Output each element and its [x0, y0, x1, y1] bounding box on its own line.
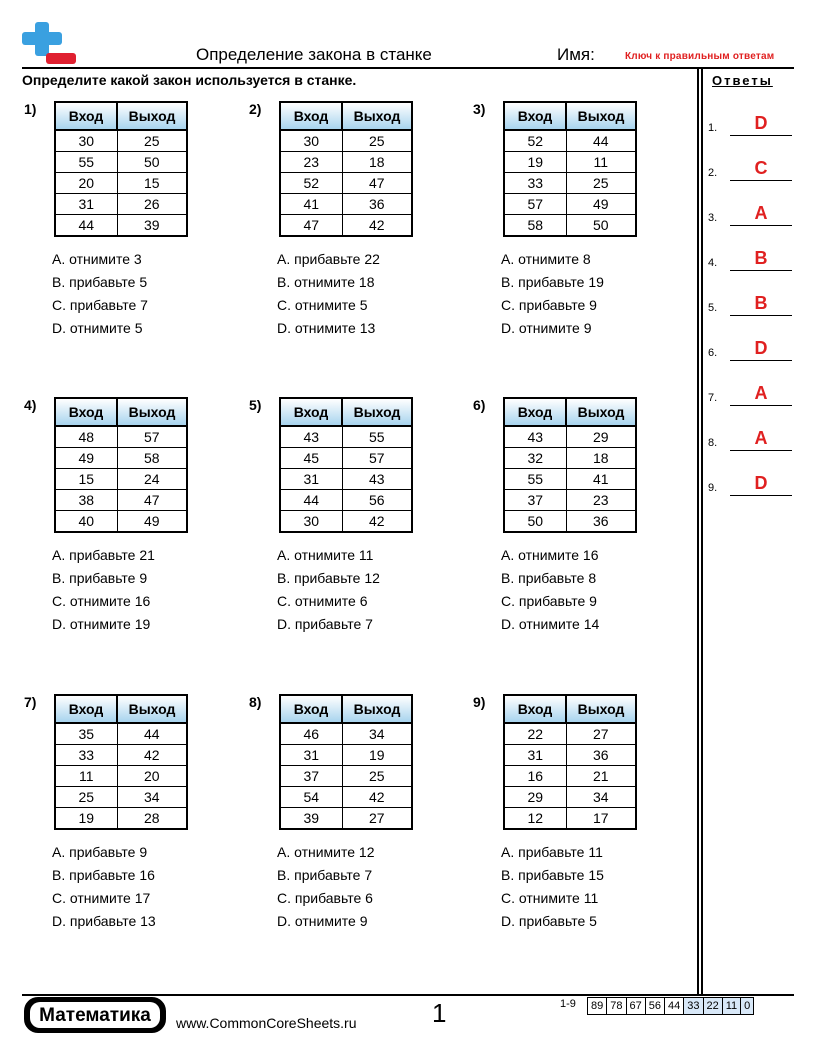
input-cell: 37	[280, 766, 342, 787]
answer-options	[277, 248, 380, 340]
table-row	[504, 787, 636, 808]
table-row	[55, 745, 187, 766]
output-cell: 50	[117, 152, 187, 173]
input-cell: 25	[55, 787, 117, 808]
output-cell: 36	[566, 745, 636, 766]
answer-row	[708, 466, 794, 496]
output-header: Выход	[117, 695, 187, 723]
answer-row	[708, 151, 794, 181]
answer-value: A	[754, 383, 768, 403]
table-row	[504, 130, 636, 152]
output-cell: 57	[117, 426, 187, 448]
output-cell: 36	[342, 194, 412, 215]
option-item: D. отнимите 13	[277, 320, 376, 336]
input-header: Вход	[55, 398, 117, 426]
option-item: A. отнимите 12	[277, 844, 375, 860]
output-cell: 17	[566, 808, 636, 830]
input-cell: 19	[55, 808, 117, 830]
table-row	[504, 426, 636, 448]
input-cell: 30	[280, 511, 342, 533]
table-row	[504, 490, 636, 511]
answer-options	[501, 248, 604, 340]
function-table	[279, 101, 413, 237]
answer-line	[730, 450, 792, 451]
output-cell: 42	[117, 745, 187, 766]
answer-value: D	[754, 473, 768, 493]
input-header: Вход	[55, 695, 117, 723]
input-cell: 47	[280, 215, 342, 237]
input-cell: 31	[504, 745, 566, 766]
option-item: A. прибавьте 21	[52, 547, 155, 563]
option-item: D. отнимите 14	[501, 616, 600, 632]
table-row	[55, 766, 187, 787]
input-cell: 22	[504, 723, 566, 745]
answer-row	[708, 331, 794, 361]
output-cell: 25	[566, 173, 636, 194]
answer-number: 1.	[708, 122, 718, 134]
option-item: C. отнимите 16	[52, 593, 151, 609]
output-cell: 39	[117, 215, 187, 237]
problem-number: 6)	[473, 397, 486, 413]
input-cell: 20	[55, 173, 117, 194]
output-header: Выход	[342, 398, 412, 426]
function-table	[503, 101, 637, 237]
input-cell: 23	[280, 152, 342, 173]
score-table	[587, 997, 754, 1015]
output-cell: 43	[342, 469, 412, 490]
input-cell: 48	[55, 426, 117, 448]
input-cell: 46	[280, 723, 342, 745]
output-cell: 25	[117, 130, 187, 152]
score-cell: 33	[684, 998, 703, 1015]
output-cell: 11	[566, 152, 636, 173]
input-cell: 57	[504, 194, 566, 215]
input-cell: 31	[55, 194, 117, 215]
option-item: A. отнимите 16	[501, 547, 599, 563]
input-header: Вход	[504, 695, 566, 723]
problem-number: 2)	[249, 101, 262, 117]
table-row	[55, 469, 187, 490]
option-item: B. отнимите 18	[277, 274, 375, 290]
table-row	[55, 194, 187, 215]
table-row	[504, 194, 636, 215]
answer-line	[730, 405, 792, 406]
input-cell: 39	[280, 808, 342, 830]
instructions: Определите какой закон используется в станке.	[22, 72, 357, 88]
input-cell: 54	[280, 787, 342, 808]
input-cell: 55	[55, 152, 117, 173]
table-row	[280, 723, 412, 745]
input-cell: 33	[504, 173, 566, 194]
option-item: C. прибавьте 9	[501, 593, 597, 609]
output-cell: 18	[566, 448, 636, 469]
input-cell: 43	[280, 426, 342, 448]
answer-line	[730, 180, 792, 181]
option-item: D. прибавьте 5	[501, 913, 597, 929]
option-item: B. прибавьте 9	[52, 570, 148, 586]
output-cell: 42	[342, 215, 412, 237]
option-item: A. прибавьте 22	[277, 251, 380, 267]
answer-value: A	[754, 203, 768, 223]
answer-row	[708, 196, 794, 226]
problem-number: 4)	[24, 397, 37, 413]
output-cell: 18	[342, 152, 412, 173]
input-cell: 37	[504, 490, 566, 511]
input-cell: 35	[55, 723, 117, 745]
output-cell: 27	[342, 808, 412, 830]
score-cell: 67	[626, 998, 645, 1015]
input-header: Вход	[504, 398, 566, 426]
site-url: www.CommonCoreSheets.ru	[176, 1015, 357, 1031]
option-item: C. прибавьте 6	[277, 890, 373, 906]
input-cell: 19	[504, 152, 566, 173]
input-cell: 31	[280, 745, 342, 766]
input-header: Вход	[280, 695, 342, 723]
output-cell: 25	[342, 130, 412, 152]
answer-line	[730, 270, 792, 271]
answer-options	[277, 841, 375, 933]
answer-options	[277, 544, 380, 636]
problem-number: 1)	[24, 101, 37, 117]
input-cell: 16	[504, 766, 566, 787]
header-divider	[22, 67, 794, 69]
problem-number: 8)	[249, 694, 262, 710]
output-cell: 55	[342, 426, 412, 448]
option-item: C. отнимите 5	[277, 297, 368, 313]
problem-number: 9)	[473, 694, 486, 710]
input-cell: 40	[55, 511, 117, 533]
table-row	[55, 215, 187, 237]
output-cell: 25	[342, 766, 412, 787]
answer-column-divider	[701, 69, 703, 994]
output-header: Выход	[566, 102, 636, 130]
footer-divider	[22, 994, 794, 996]
table-row	[504, 766, 636, 787]
answer-line	[730, 360, 792, 361]
output-cell: 36	[566, 511, 636, 533]
option-item: C. отнимите 6	[277, 593, 368, 609]
table-row	[504, 215, 636, 237]
output-cell: 44	[117, 723, 187, 745]
output-header: Выход	[566, 398, 636, 426]
input-cell: 33	[55, 745, 117, 766]
output-cell: 24	[117, 469, 187, 490]
brand-label: Математика	[30, 1002, 160, 1028]
input-cell: 44	[280, 490, 342, 511]
input-header: Вход	[280, 398, 342, 426]
output-header: Выход	[342, 102, 412, 130]
input-cell: 12	[504, 808, 566, 830]
option-item: C. отнимите 11	[501, 890, 599, 906]
table-row	[55, 130, 187, 152]
output-cell: 44	[566, 130, 636, 152]
function-table	[279, 694, 413, 830]
option-item: D. отнимите 9	[501, 320, 592, 336]
table-row	[504, 152, 636, 173]
answer-value: C	[754, 158, 768, 178]
table-row	[55, 511, 187, 533]
answer-row	[708, 421, 794, 451]
option-item: A. отнимите 8	[501, 251, 591, 267]
option-item: D. прибавьте 7	[277, 616, 373, 632]
score-cell: 78	[607, 998, 626, 1015]
table-row	[280, 766, 412, 787]
table-row	[55, 787, 187, 808]
answer-number: 5.	[708, 302, 718, 314]
input-cell: 30	[55, 130, 117, 152]
output-cell: 26	[117, 194, 187, 215]
output-cell: 27	[566, 723, 636, 745]
answer-value: A	[754, 428, 768, 448]
output-cell: 34	[117, 787, 187, 808]
answer-number: 2.	[708, 167, 718, 179]
function-table	[54, 101, 188, 237]
answer-row	[708, 286, 794, 316]
option-item: D. отнимите 5	[52, 320, 143, 336]
option-item: B. прибавьте 19	[501, 274, 604, 290]
output-cell: 34	[566, 787, 636, 808]
input-cell: 52	[280, 173, 342, 194]
function-table	[54, 397, 188, 533]
input-cell: 29	[504, 787, 566, 808]
answer-number: 8.	[708, 437, 718, 449]
input-cell: 41	[280, 194, 342, 215]
output-cell: 56	[342, 490, 412, 511]
table-row	[280, 194, 412, 215]
option-item: B. прибавьте 15	[501, 867, 604, 883]
score-cell: 56	[645, 998, 664, 1015]
option-item: B. прибавьте 5	[52, 274, 148, 290]
input-header: Вход	[504, 102, 566, 130]
answer-options	[52, 544, 155, 636]
function-table	[503, 694, 637, 830]
input-cell: 58	[504, 215, 566, 237]
table-row	[55, 808, 187, 830]
answer-line	[730, 315, 792, 316]
output-cell: 49	[117, 511, 187, 533]
answer-number: 7.	[708, 392, 718, 404]
answer-line	[730, 225, 792, 226]
output-header: Выход	[342, 695, 412, 723]
answer-value: B	[754, 293, 768, 313]
answer-column-divider	[697, 69, 699, 994]
problem-number: 7)	[24, 694, 37, 710]
table-row	[280, 448, 412, 469]
table-row	[280, 152, 412, 173]
option-item: D. отнимите 19	[52, 616, 151, 632]
option-item: A. отнимите 11	[277, 547, 374, 563]
answer-value: B	[754, 248, 768, 268]
output-cell: 47	[117, 490, 187, 511]
output-header: Выход	[117, 398, 187, 426]
answer-options	[52, 841, 156, 933]
score-cell: 89	[588, 998, 607, 1015]
input-cell: 30	[280, 130, 342, 152]
answer-number: 9.	[708, 482, 718, 494]
output-cell: 21	[566, 766, 636, 787]
answer-line	[730, 135, 792, 136]
table-row	[504, 448, 636, 469]
input-cell: 32	[504, 448, 566, 469]
name-label: Имя:	[557, 45, 595, 64]
table-row	[55, 426, 187, 448]
table-row	[280, 215, 412, 237]
output-cell: 19	[342, 745, 412, 766]
answer-line	[730, 495, 792, 496]
function-table	[54, 694, 188, 830]
option-item: B. прибавьте 8	[501, 570, 597, 586]
plus-minus-logo-icon	[22, 22, 78, 66]
table-row	[55, 490, 187, 511]
table-row	[55, 152, 187, 173]
output-cell: 47	[342, 173, 412, 194]
function-table	[279, 397, 413, 533]
output-cell: 34	[342, 723, 412, 745]
option-item: B. прибавьте 16	[52, 867, 155, 883]
score-cell: 0	[741, 998, 754, 1015]
option-item: C. прибавьте 7	[52, 297, 148, 313]
output-cell: 41	[566, 469, 636, 490]
table-row	[280, 426, 412, 448]
option-item: C. отнимите 17	[52, 890, 151, 906]
table-row	[504, 745, 636, 766]
output-cell: 57	[342, 448, 412, 469]
table-row	[504, 808, 636, 830]
input-header: Вход	[280, 102, 342, 130]
table-row	[280, 787, 412, 808]
score-cell: 11	[722, 998, 740, 1015]
input-cell: 44	[55, 215, 117, 237]
score-cell: 22	[703, 998, 722, 1015]
output-cell: 42	[342, 511, 412, 533]
table-row	[280, 808, 412, 830]
answer-number: 6.	[708, 347, 718, 359]
option-item: D. прибавьте 13	[52, 913, 156, 929]
answer-row	[708, 376, 794, 406]
table-row	[280, 745, 412, 766]
table-row	[280, 490, 412, 511]
page-number: 1	[432, 998, 447, 1028]
input-cell: 38	[55, 490, 117, 511]
answer-options	[501, 544, 599, 636]
option-item: D. отнимите 9	[277, 913, 368, 929]
output-cell: 49	[566, 194, 636, 215]
table-row	[55, 723, 187, 745]
table-row	[55, 448, 187, 469]
table-row	[504, 511, 636, 533]
brand-badge	[24, 997, 166, 1033]
output-cell: 50	[566, 215, 636, 237]
function-table	[503, 397, 637, 533]
output-cell: 29	[566, 426, 636, 448]
table-row	[280, 173, 412, 194]
table-row	[504, 173, 636, 194]
table-row	[55, 173, 187, 194]
input-cell: 52	[504, 130, 566, 152]
output-cell: 28	[117, 808, 187, 830]
input-cell: 43	[504, 426, 566, 448]
table-row	[280, 469, 412, 490]
output-cell: 15	[117, 173, 187, 194]
table-row	[504, 469, 636, 490]
page-title: Определение закона в станке	[196, 45, 432, 64]
output-header: Выход	[566, 695, 636, 723]
answer-number: 4.	[708, 257, 718, 269]
problem-number: 5)	[249, 397, 262, 413]
answer-options	[52, 248, 148, 340]
input-cell: 15	[55, 469, 117, 490]
answers-title: Ответы	[712, 73, 773, 88]
answer-key-label: Ключ к правильным ответам	[625, 51, 775, 62]
answer-number: 3.	[708, 212, 718, 224]
option-item: A. прибавьте 9	[52, 844, 148, 860]
output-cell: 20	[117, 766, 187, 787]
problem-number: 3)	[473, 101, 486, 117]
output-header: Выход	[117, 102, 187, 130]
table-row	[504, 723, 636, 745]
input-cell: 49	[55, 448, 117, 469]
answer-value: D	[754, 113, 768, 133]
option-item: C. прибавьте 9	[501, 297, 597, 313]
score-cell: 44	[665, 998, 684, 1015]
option-item: B. прибавьте 12	[277, 570, 380, 586]
option-item: A. отнимите 3	[52, 251, 142, 267]
table-row	[280, 511, 412, 533]
answer-row	[708, 106, 794, 136]
score-range: 1-9	[560, 998, 576, 1010]
option-item: B. прибавьте 7	[277, 867, 373, 883]
input-cell: 50	[504, 511, 566, 533]
input-cell: 55	[504, 469, 566, 490]
input-cell: 11	[55, 766, 117, 787]
output-cell: 23	[566, 490, 636, 511]
input-cell: 45	[280, 448, 342, 469]
table-row	[280, 130, 412, 152]
input-header: Вход	[55, 102, 117, 130]
answer-row	[708, 241, 794, 271]
answer-options	[501, 841, 604, 933]
output-cell: 42	[342, 787, 412, 808]
output-cell: 58	[117, 448, 187, 469]
input-cell: 31	[280, 469, 342, 490]
option-item: A. прибавьте 11	[501, 844, 603, 860]
answer-value: D	[754, 338, 768, 358]
